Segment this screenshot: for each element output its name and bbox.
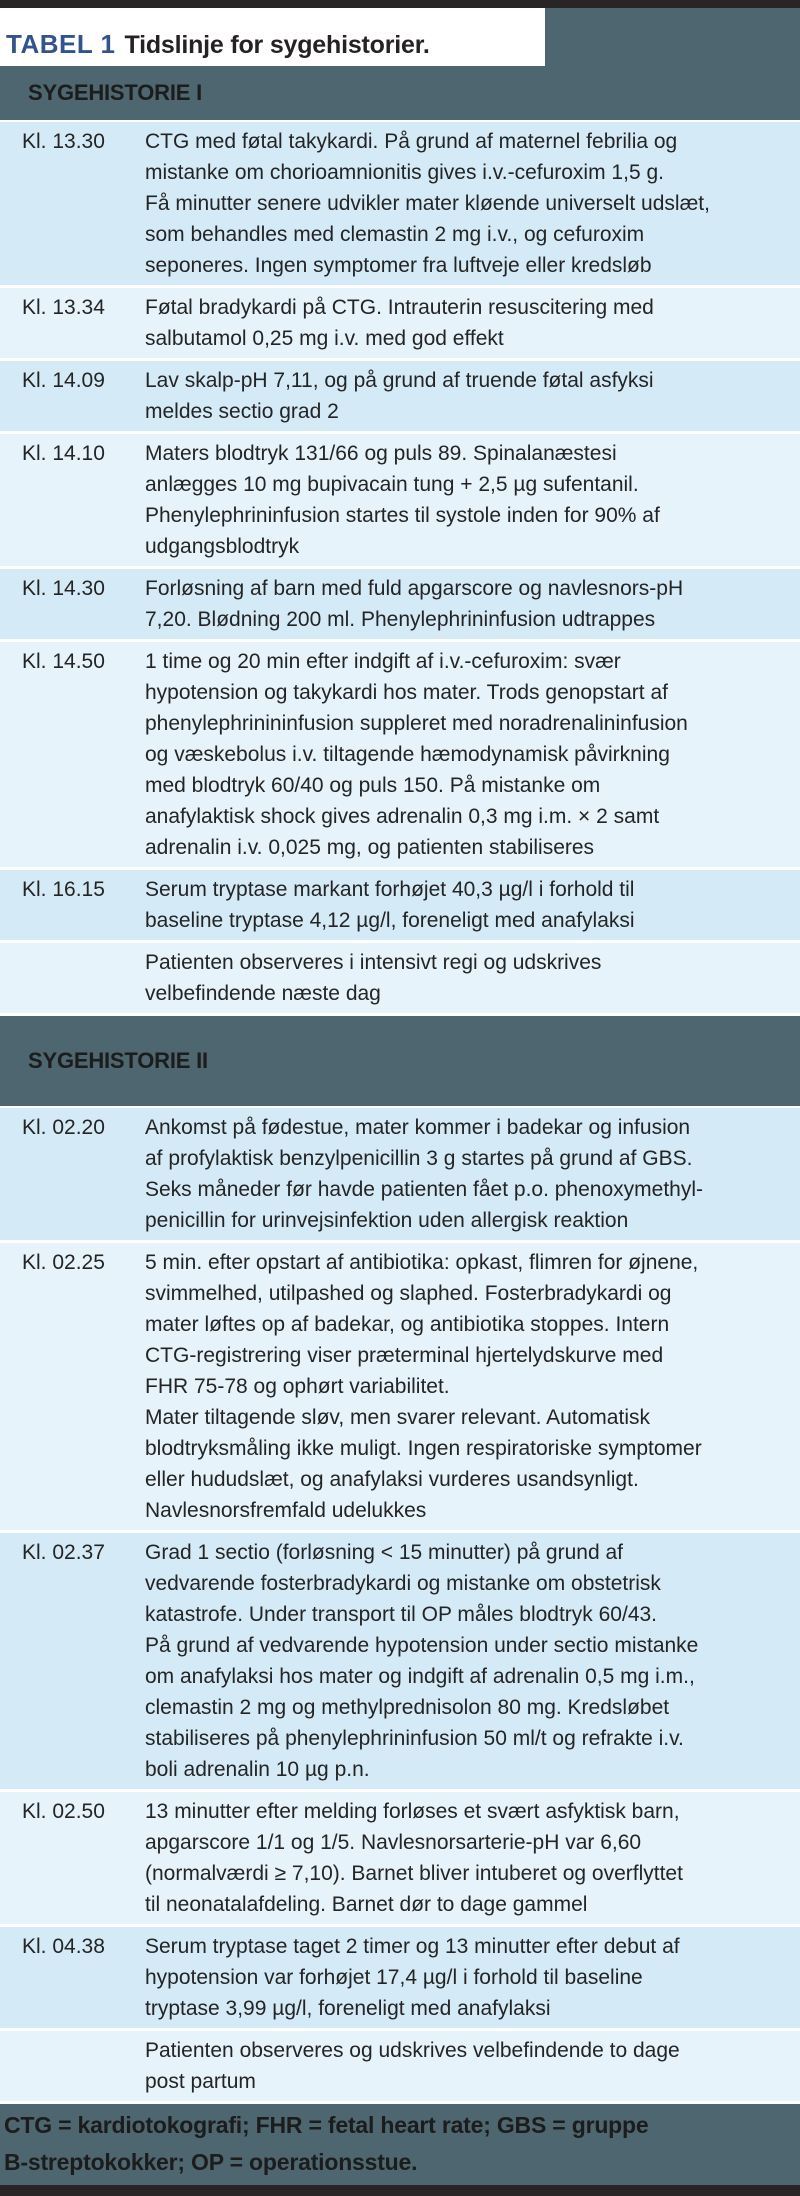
row-text: Forløsning af barn med fuld apgarscore og navlesnors-pH 7,20. Blødning 200 ml. Phenylephrininfusion udtrappes: [145, 577, 684, 631]
row-time: Kl. 14.50: [22, 650, 105, 673]
table-title: [0, 8, 545, 66]
row-text: 1 time og 20 min efter indgift af i.v.-cefuroxim: svær hypotension og takykardi hos mater. Trods genopstart af phenylephrinininfusion suppleret med noradrenalininfusion og væskebolus i.v. tiltagende hæmodynamisk påvirkning med blodtryk 60/40 og puls 150. På mistanke om anafylaktisk shock gives adrenalin 0,3 mg i.m. × 2 samt adrenalin i.v. 0,025 mg, og patienten stabiliseres: [145, 650, 688, 859]
section-header-sygehistorie-1: SYGEHISTORIE I: [0, 66, 800, 120]
abbreviations-footnote: CTG = kardiotokografi; FHR = fetal heart rate; GBS = gruppe B-streptokokker; OP = operationsstue.: [0, 2104, 800, 2185]
table-title-caption: Tidslinje for sygehistorier.: [124, 31, 430, 59]
section-rows-sygehistorie-1: [0, 120, 800, 1013]
row-text: Grad 1 sectio (forløsning < 15 minutter) på grund af vedvarende fosterbradykardi og mistanke om obstetrisk katastrofe. Under transport til OP måles blodtryk 60/43. På grund af vedvarende hypotension under sectio mistanke om anafylaksi hos mater og indgift af adrenalin 0,5 mg i.m., clemastin 2 mg og methylprednisolon 80 mg. Kredsløbet stabiliseres på phenylephrininfusion 50 ml/t og refrakte i.v. boli adrenalin 10 µg p.n.: [145, 1541, 699, 1781]
row-time: Kl. 13.30: [22, 130, 105, 153]
table-header: [0, 8, 800, 66]
table-row: [0, 870, 800, 940]
table-row: [0, 2031, 800, 2101]
row-text: Serum tryptase markant forhøjet 40,3 µg/l i forhold til baseline tryptase 4,12 µg/l, foreneligt med anafylaksi: [145, 878, 635, 932]
row-time: Kl. 14.09: [22, 369, 105, 392]
row-text: CTG med føtal takykardi. På grund af maternel febrilia og mistanke om chorioamnionitis gives i.v.-cefuroxim 1,5 g. Få minutter senere udvikler mater kløende universelt udslæt, som behandles med clemastin 2 mg i.v., og cefuroxim seponeres. Ingen symptomer fra luftveje eller kredsløb: [145, 130, 710, 277]
table-title-label: TABEL 1: [6, 29, 116, 59]
row-time: [0, 2035, 145, 2097]
row-text: 13 minutter efter melding forløses et svært asfyktisk barn, apgarscore 1/1 og 1/5. Navlesnorsarterie-pH var 6,60 (normalværdi ≥ 7,10). Barnet bliver intuberet og overflyttet til neonatalafdeling. Barnet dør to dage gammel: [145, 1800, 683, 1916]
table-row: [0, 1927, 800, 2028]
row-text: 5 min. efter opstart af antibiotika: opkast, flimren for øjnene, svimmelhed, utilpashed og slaphed. Fosterbradykardi og mater løftes op af badekar, og antibiotika stoppes. Intern CTG-registrering viser præterminal hjertelydskurve med FHR 75-78 og ophørt variabilitet. Mater tiltagende sløv, men svarer relevant. Automatisk blodtryksmåling ikke muligt. Ingen respiratoriske symptomer eller hududslæt, og anafylaksi vurderes usandsynligt. Navlesnorsfremfald udelukkes: [145, 1251, 702, 1522]
table-row: [0, 642, 800, 867]
section-header-sygehistorie-2: SYGEHISTORIE II: [0, 1016, 800, 1106]
header-teal-fill: [545, 8, 800, 66]
row-text: Patienten observeres i intensivt regi og udskrives velbefindende næste dag: [145, 951, 602, 1005]
row-time: Kl. 02.37: [22, 1541, 105, 1564]
table-row: [0, 361, 800, 431]
row-time: Kl. 02.50: [22, 1800, 105, 1823]
row-time: Kl. 02.20: [22, 1116, 105, 1139]
row-text: Lav skalp-pH 7,11, og på grund af truende føtal asfyksi meldes sectio grad 2: [145, 369, 654, 423]
table-row: [0, 434, 800, 566]
row-time: Kl. 14.30: [22, 577, 105, 600]
row-text: Ankomst på fødestue, mater kommer i badekar og infusion af profylaktisk benzylpenicillin 3 g startes på grund af GBS. Seks måneder før havde patienten fået p.o. phenoxymethyl- penicillin for urinvejsinfektion uden allergisk reaktion: [145, 1116, 703, 1232]
table-row: [0, 943, 800, 1013]
top-rule: [0, 0, 800, 8]
section-rows-sygehistorie-2: [0, 1106, 800, 2101]
row-time: Kl. 02.25: [22, 1251, 105, 1274]
table-row: [0, 122, 800, 285]
row-text: Maters blodtryk 131/66 og puls 89. Spinalanæstesi anlægges 10 mg bupivacain tung + 2,5 µg sufentanil. Phenylephrininfusion startes til systole inden for 90% af udgangsblodtryk: [145, 442, 660, 558]
row-time: Kl. 13.34: [22, 296, 105, 319]
row-time: Kl. 04.38: [22, 1935, 105, 1958]
table-row: [0, 1792, 800, 1924]
row-time: Kl. 16.15: [22, 878, 105, 901]
row-time: Kl. 14.10: [22, 442, 105, 465]
table-row: [0, 1108, 800, 1240]
row-text: Serum tryptase taget 2 timer og 13 minutter efter debut af hypotension var forhøjet 17,4 µg/l i forhold til baseline tryptase 3,99 µg/l, foreneligt med anafylaksi: [145, 1935, 680, 2020]
table-row: [0, 1243, 800, 1530]
row-time: [0, 947, 145, 1009]
row-text: Føtal bradykardi på CTG. Intrauterin resuscitering med salbutamol 0,25 mg i.v. med god effekt: [145, 296, 654, 350]
table-row: [0, 288, 800, 358]
table-row: [0, 1533, 800, 1789]
table-row: [0, 569, 800, 639]
row-text: Patienten observeres og udskrives velbefindende to dage post partum: [145, 2039, 680, 2093]
